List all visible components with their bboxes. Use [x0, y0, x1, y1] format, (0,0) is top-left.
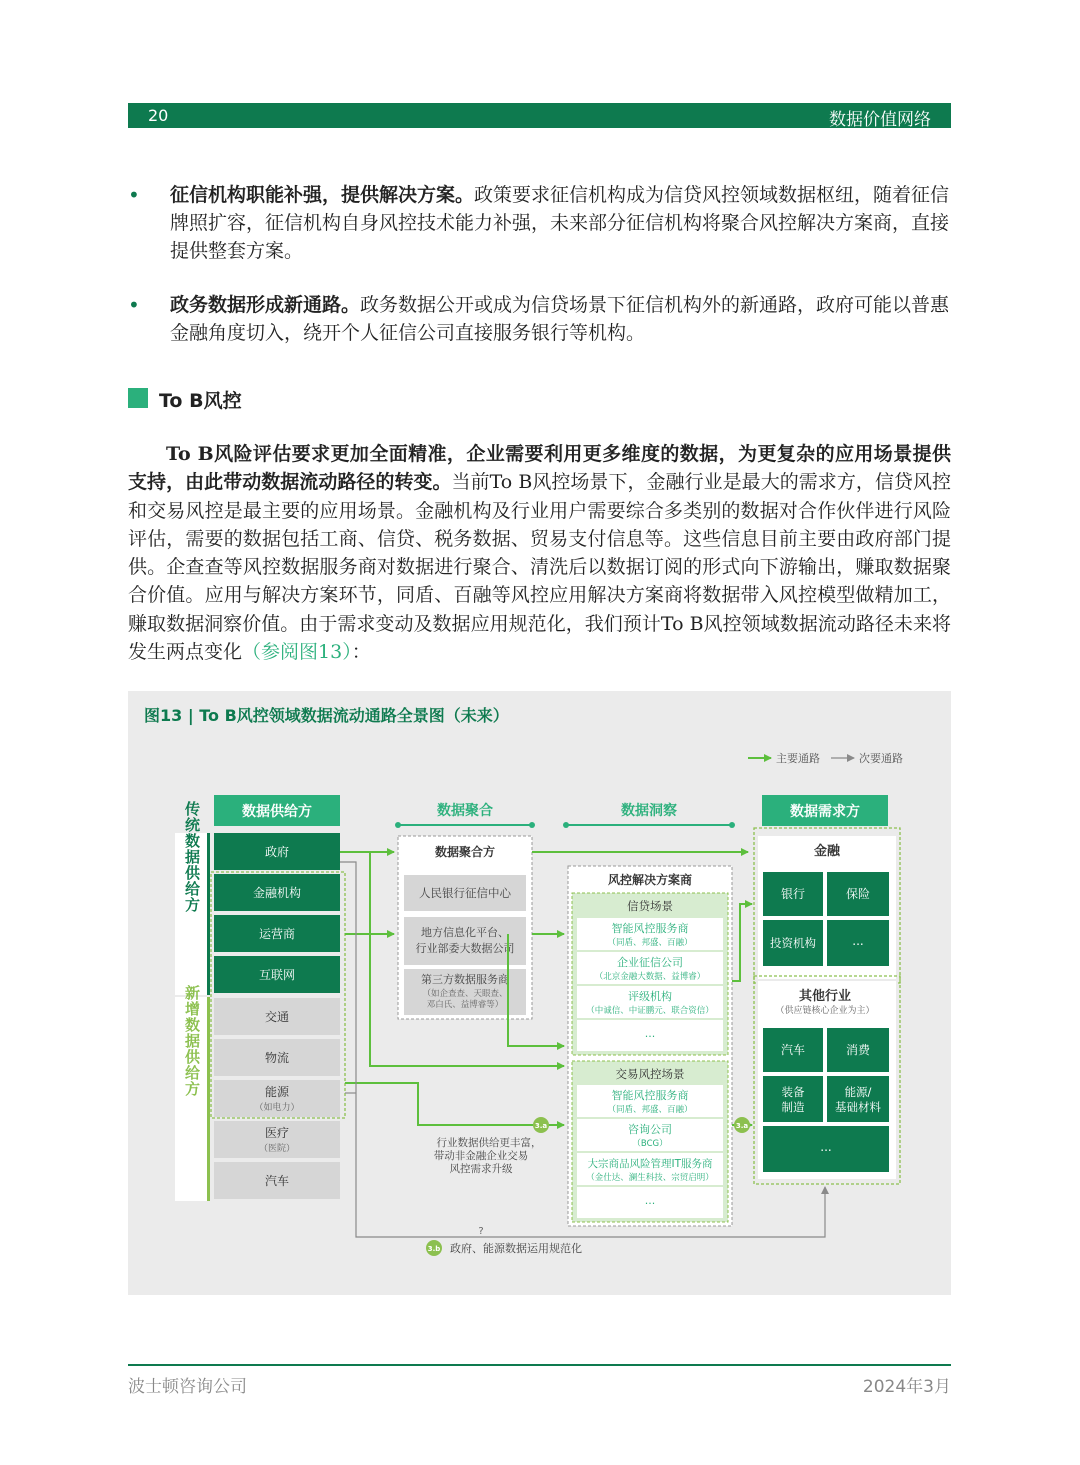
credit-sublabel: （中诚信、中证鹏元、联合资信）	[586, 1006, 714, 1016]
supply-label: 互联网	[258, 968, 296, 982]
solution-title: 风控解决方案商	[607, 873, 693, 887]
other-box-energy	[827, 1076, 889, 1122]
credit-label: 企业征信公司	[617, 956, 683, 969]
aggregator-column	[398, 836, 532, 1019]
note-a-line: 风控需求升级	[449, 1163, 513, 1175]
aggregator-sublabel: 邓白氏、益博睿等）	[426, 1000, 504, 1010]
finance-title: 金融	[813, 844, 841, 859]
aggregator-sublabel: （如企查查、天眼查、	[422, 989, 508, 999]
supply-label: 政府	[264, 845, 290, 859]
bullet-lead: 征信机构职能补强，提供解决方案。	[170, 184, 475, 206]
credit-sublabel: （同盾、邦盛、百融）	[607, 938, 693, 948]
aggregator-label: 行业部委大数据公司	[415, 942, 515, 955]
other-label: 能源/	[844, 1085, 872, 1099]
bullet-text	[170, 291, 951, 347]
side-traditional-label: 传统数据供给方	[183, 801, 201, 913]
figure-13	[128, 691, 951, 1295]
trade-label: 智能风控服务商	[611, 1089, 689, 1102]
trade-scene-title: 交易风控场景	[615, 1067, 685, 1081]
legend-secondary-label: 次要通路	[859, 752, 903, 765]
aggregator-title: 数据聚合方	[434, 845, 496, 859]
arrow-energy-to-trade	[345, 1083, 564, 1125]
credit-label: ...	[644, 1027, 656, 1040]
supply-sublabel: （医院）	[258, 1144, 296, 1154]
side-new-label: 新增数据供给方	[183, 985, 201, 1097]
footer-company: 波士顿咨询公司	[128, 1377, 247, 1397]
badge-3a-label: 3.a	[735, 1122, 749, 1130]
other-subtitle: （供应链核心企业为主）	[775, 1006, 875, 1016]
bullet-text	[170, 181, 951, 265]
aggregator-label: 第三方数据服务商	[421, 973, 509, 986]
header-insight: 数据洞察	[621, 803, 677, 819]
finance-label: 保险	[845, 887, 871, 901]
rule-dot	[395, 822, 401, 828]
other-box-equipment	[763, 1076, 823, 1122]
other-label: 消费	[845, 1043, 871, 1057]
other-label: 基础材料	[835, 1100, 881, 1114]
figure-legend	[748, 751, 903, 765]
credit-label: 评级机构	[628, 990, 672, 1003]
column-headers	[214, 795, 888, 828]
header-aggregate: 数据聚合	[437, 803, 493, 819]
note-a-line: 带动非金融企业交易	[433, 1150, 529, 1162]
page-number: 20	[148, 106, 169, 125]
credit-sublabel: （北京金融大数据、益博睿）	[594, 972, 706, 982]
other-title: 其他行业	[798, 989, 852, 1004]
side-traditional-bar	[207, 833, 210, 995]
supply-label: 金融机构	[252, 886, 302, 900]
legend-main-label: 主要通路	[776, 752, 820, 765]
question-mark: ?	[478, 1226, 484, 1237]
figure-reference-link[interactable]: （参阅图13）	[242, 641, 352, 664]
section-marker	[128, 388, 148, 408]
credit-label: 智能风控服务商	[611, 922, 689, 935]
finance-label: ...	[852, 934, 864, 948]
footer-rule	[128, 1364, 951, 1366]
other-label: 制造	[781, 1100, 805, 1114]
paragraph-end: ：	[351, 641, 371, 664]
bullet-lead: 政务数据形成新通路。	[170, 294, 361, 316]
badge-3a-label: 3.a	[534, 1122, 548, 1130]
finance-label: 银行	[780, 887, 806, 901]
paragraph-body: 当前To B风控场景下，金融行业是最大的需求方，信贷风控和交易风控是最主要的应用场景。金融机构及行业用户需要综合多类别的数据对合作伙伴进行风险评估，需要的数据包括工商、信贷、税务数据、贸易支付信息等。这些信息目前主要由政府部门提供。企查查等风控数据服务商对数据进行聚合、清洗后以数据订阅的形式向下游输出，赚取数据聚合价值。应用与解决方案环节，同盾、百融等风控应用解决方案商将数据带入风控模型做精加工，赚取数据洞察价值。由于需求变动及数据应用规范化，我们预计To B风控领域数据流动路径未来将发生两点变化	[128, 471, 951, 664]
bullet-item	[128, 291, 951, 347]
supply-column	[211, 833, 345, 1199]
demand-column	[754, 828, 900, 1184]
aggregator-label: 地方信息化平台、	[421, 926, 509, 939]
other-label: ...	[820, 1140, 832, 1154]
aggregator-label: 人民银行征信中心	[419, 886, 511, 900]
rule-dot	[729, 822, 735, 828]
header-demand: 数据需求方	[790, 804, 860, 820]
supply-label: 运营商	[258, 927, 296, 941]
body-paragraph	[128, 440, 951, 666]
trade-sublabel: （同盾、邦盛、百融）	[607, 1105, 693, 1115]
arrow-credit-to-finance	[732, 904, 752, 981]
supply-sublabel: （如电力）	[254, 1103, 300, 1113]
trade-label: ...	[644, 1194, 656, 1207]
solution-column	[568, 866, 732, 1226]
side-new-bar	[207, 997, 210, 1201]
badge-3b-label: 3.b	[427, 1245, 441, 1253]
bullet-item	[128, 181, 951, 265]
footer-date: 2024年3月	[862, 1377, 951, 1397]
side-labels	[175, 800, 210, 1201]
section-title: To B风控	[159, 390, 242, 412]
trade-sublabel: （金仕达、澜生科技、宗贸启明）	[586, 1173, 714, 1183]
header-supply: 数据供给方	[242, 804, 312, 820]
running-title: 数据价值网络	[829, 110, 931, 130]
rule-dot	[529, 822, 535, 828]
supply-label: 物流	[264, 1051, 290, 1065]
other-label: 汽车	[780, 1043, 806, 1057]
bullet-body: 政务数据公开或成为信贷场景下征信机构外的新通路，政府可能以普惠金融角度切入，绕开个人征信公司直接服务银行等机构。	[170, 294, 950, 344]
note-b: 政府、能源数据运用规范化	[450, 1242, 582, 1255]
trade-label: 大宗商品风险管理IT服务商	[587, 1158, 713, 1170]
finance-label: 投资机构	[770, 936, 816, 950]
figure-title: 图13 | To B风控领域数据流动通路全景图（未来）	[144, 706, 509, 725]
supply-label: 汽车	[264, 1174, 290, 1188]
supply-label: 交通	[264, 1010, 290, 1024]
rule-dot	[563, 822, 569, 828]
bullet-body: 政策要求征信机构成为信贷风控领域数据枢纽，随着征信牌照扩容，征信机构自身风控技术能力补强，未来部分征信机构将聚合风控解决方案商，直接提供整套方案。	[170, 184, 950, 262]
note-a-line: 行业数据供给更丰富，	[436, 1137, 542, 1149]
trade-label: 咨询公司	[628, 1123, 672, 1136]
credit-scene-title: 信贷场景	[627, 899, 673, 913]
other-label: 装备	[781, 1085, 805, 1099]
paragraph-lead: To B风险评估要求更加全面精准，企业需要利用更多维度的数据，为更复杂的应用场景提供支持，由此带动数据流动路径的转变。	[128, 443, 951, 494]
supply-label: 能源	[264, 1085, 290, 1099]
page-header	[128, 103, 951, 128]
bullet-dot: •	[128, 293, 140, 317]
trade-sublabel: （BCG）	[632, 1139, 668, 1149]
supply-label: 医疗	[264, 1126, 290, 1140]
bullet-dot: •	[128, 183, 140, 207]
